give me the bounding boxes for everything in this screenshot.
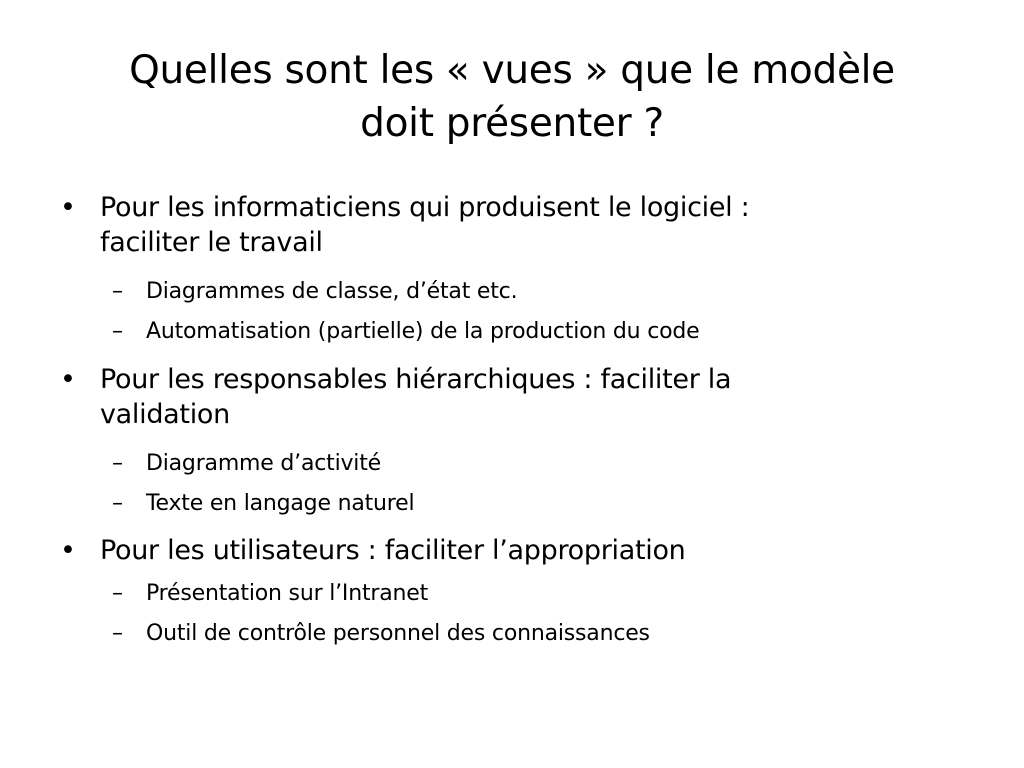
dash-icon: –: [112, 581, 123, 606]
dash-icon: –: [112, 621, 123, 646]
bullet-item: [60, 190, 940, 260]
dash-icon: –: [112, 279, 123, 304]
sub-item: [112, 317, 966, 347]
bullet-text: Pour les utilisateurs : faciliter l’appropriation: [100, 535, 686, 566]
dash-icon: –: [112, 451, 123, 476]
bullet-item: [60, 533, 940, 568]
bullet-text: Pour les informaticiens qui produisent le logiciel :: [100, 192, 750, 223]
sub-item-text: Présentation sur l’Intranet: [146, 581, 428, 606]
slide-title-line: Quelles sont les « vues » que le modèle: [129, 48, 895, 93]
sub-item-text: Automatisation (partielle) de la production du code: [146, 319, 700, 344]
sub-item-text: Diagrammes de classe, d’état etc.: [146, 279, 518, 304]
sub-item: [112, 489, 966, 519]
sub-item: [112, 619, 966, 649]
slide-title-line: doit présenter ?: [360, 101, 664, 146]
sub-item-text: Texte en langage naturel: [146, 491, 415, 516]
bullet-text: validation: [100, 399, 230, 430]
bullet-icon: •: [60, 192, 76, 223]
bullet-item: [60, 362, 940, 432]
sub-item: [112, 449, 966, 479]
sub-item-text: Diagramme d’activité: [146, 451, 381, 476]
dash-icon: –: [112, 319, 123, 344]
bullet-icon: •: [60, 535, 76, 566]
sub-item: [112, 277, 966, 307]
bullet-icon: •: [60, 364, 76, 395]
bullet-text: Pour les responsables hiérarchiques : faciliter la: [100, 364, 732, 395]
dash-icon: –: [112, 491, 123, 516]
sub-item-text: Outil de contrôle personnel des connaissances: [146, 621, 650, 646]
sub-item: [112, 579, 966, 609]
bullet-text: faciliter le travail: [100, 227, 323, 258]
